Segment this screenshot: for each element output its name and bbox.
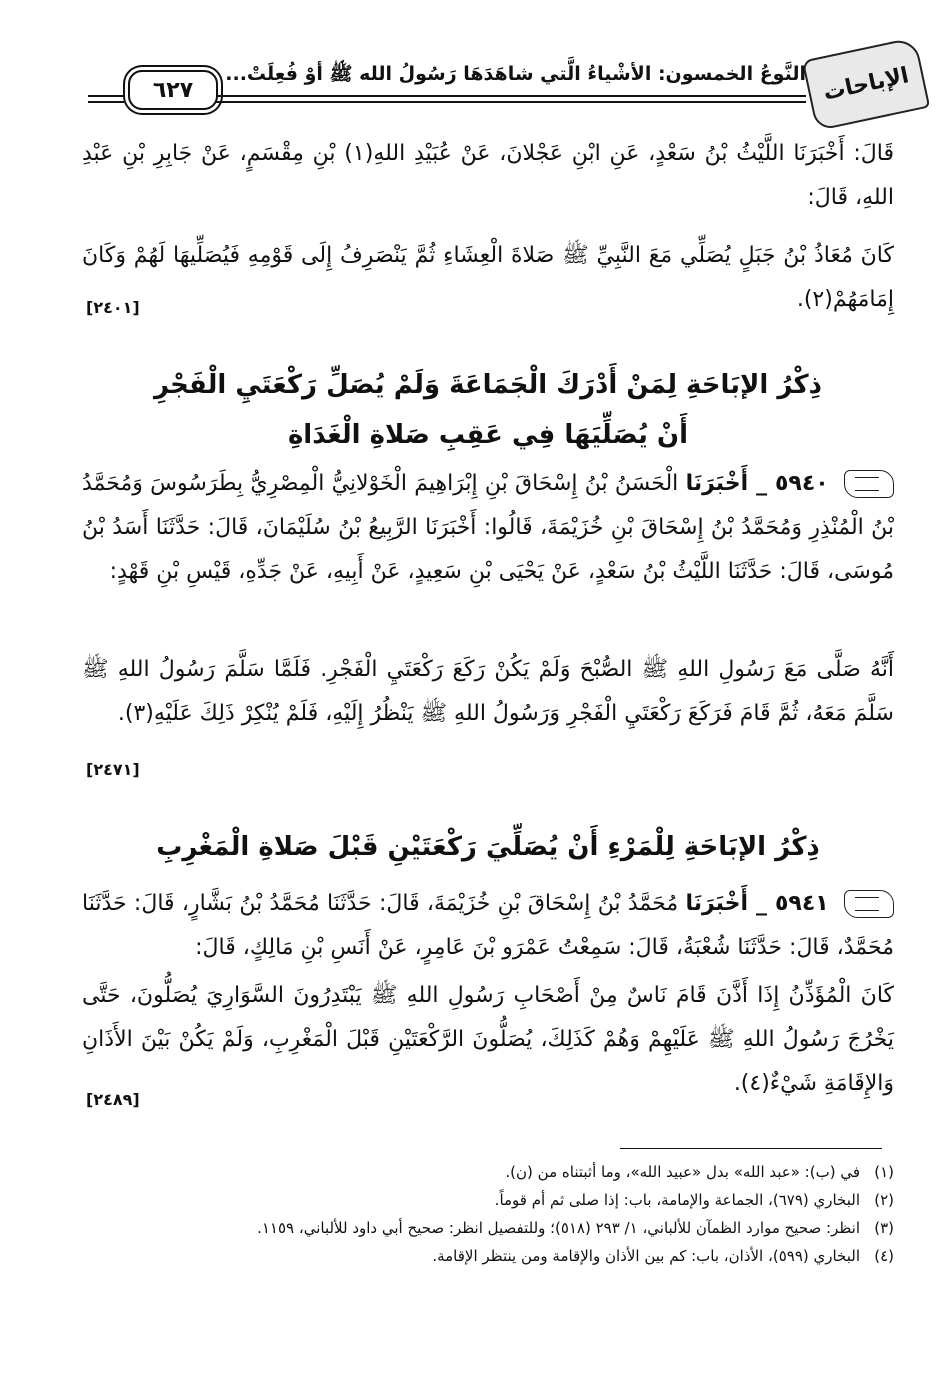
section-1 [82,132,894,220]
page-number: ٦٢٧ [128,70,218,110]
footnote: (١)في (ب): «عبد الله» بدل «عبيد الله»، وما أثبتناه من (ن). [505,1163,894,1181]
section-heading-1 [82,360,894,460]
header-rule [88,95,124,97]
page-header [88,48,924,124]
footnotes [82,1158,894,1270]
hadith-number: ٥٩٤١ _ أَخْبَرَنَا [685,891,829,916]
heading-line: ذِكْرُ الإبَاحَةِ لِمَنْ أَدْرَكَ الْجَمَاعَةَ وَلَمْ يُصَلِّ رَكْعَتَيِ الْفَجْرِ [153,370,822,400]
hadith-5940 [82,462,894,594]
footnote: (٣)انظر: صحيح موارد الظمآن للألباني، ١/ ٢٩٣ (٥١٨)؛ وللتفصيل انظر: صحيح أبي داود للألباني، ١١٥٩. [257,1219,894,1237]
footnote-separator [620,1148,882,1149]
narration-chain: مُحَمَّدُ بْنُ إِسْحَاقَ بْنِ خُزَيْمَةَ، قَالَ: حَدَّثَنَا مُحَمَّدُ بْنُ بَشَّارٍ، قَالَ: حَدَّثَنَا مُحَمَّدٌ، قَالَ: حَدَّثَنَا شُعْبَةُ، قَالَ: سَمِعْتُ عَمْرَو بْنَ عَامِرٍ، عَنْ أَنَسِ بْنِ مَالِكٍ، قَالَ: [82,891,894,960]
header-rule [88,101,124,103]
hadith-text-1 [82,234,894,322]
narration-chain: الْحَسَنُ بْنُ إِسْحَاقَ بْنِ إِبْرَاهِيمَ الْخَوْلانِيُّ الْمِصْرِيُّ بِطَرَسُوسَ وَمُحَمَّدُ بْنُ الْمُنْذِرِ وَمُحَمَّدُ بْنُ إِسْحَاقَ بْنِ خُزَيْمَةَ، قَالُوا: أَخْبَرَنَا الرَّبِيعُ بْنُ سُلَيْمَانَ، قَالَ: حَدَّثَنَا أَسَدُ بْنُ مُوسَى، قَالَ: حَدَّثَنَا اللَّيْثُ بْنُ سَعْدٍ، عَنْ يَحْيَى بْنِ سَعِيدٍ، عَنْ أَبِيهِ، عَنْ جَدِّهِ، قَيْسِ بْنِ قَهْدٍ: [82,471,894,584]
hadith-text: أَنَّهُ صَلَّى مَعَ رَسُولِ اللهِ ﷺ الصُّبْحَ وَلَمْ يَكُنْ رَكَعَ رَكْعَتَيِ الْفَجْرِ. فَلَمَّا سَلَّمَ رَسُولُ اللهِ ﷺ سَلَّمَ مَعَهُ، ثُمَّ قَامَ فَرَكَعَ رَكْعَتَيِ الْفَجْرِ وَرَسُولُ اللهِ ﷺ يَنْظُرُ إِلَيْهِ، فَلَمْ يُنْكِرْ ذَلِكَ عَلَيْهِ(٣). [82,657,894,726]
hadith-text-5941 [82,974,894,1106]
hadith-text: كَانَ مُعَاذُ بْنُ جَبَلٍ يُصَلِّي مَعَ النَّبِيِّ ﷺ صَلاةَ الْعِشَاءِ ثُمَّ يَنْصَرِفُ إِلَى قَوْمِهِ فَيُصَلِّيهَا لَهُمْ وَكَانَ إِمَامَهُمْ(٢). [82,243,894,312]
hadith-5941 [82,882,894,970]
hadith-text: كَانَ الْمُؤَذِّنُ إِذَا أَذَّنَ قَامَ نَاسٌ مِنْ أَصْحَابِ رَسُولِ اللهِ ﷺ يَبْتَدِرُونَ السَّوَارِيَ يُصَلُّونَ، حَتَّى يَخْرُجَ رَسُولُ اللهِ ﷺ عَلَيْهِمْ وَهُمْ كَذَلِكَ، يُصَلُّونَ الرَّكْعَتَيْنِ قَبْلَ الْمَغْرِبِ، وَلَمْ يَكُنْ بَيْنَ الأَذَانِ وَالإِقَامَةِ شَيْءٌ(٤). [82,983,894,1096]
footnote: (٢)البخاري (٦٧٩)، الجماعة والإمامة، باب: إذا صلى ثم أم قوماً. [494,1191,894,1209]
running-title: النَّوعُ الخمسون: الأشْياءُ الَّتي شاهَدَهَا رَسُولُ الله ﷺ أوْ فُعِلَتْ... [225,63,806,85]
header-rule [216,101,806,103]
heading-line: ذِكْرُ الإبَاحَةِ لِلْمَرْءِ أَنْ يُصَلِّيَ رَكْعَتَيْنِ قَبْلَ صَلاةِ الْمَغْرِبِ [156,832,820,862]
reference-number: [٢٤٠١] [86,298,140,317]
hadith-text-5940 [82,648,894,736]
section-heading-2 [82,822,894,872]
header-rule [216,95,806,97]
heading-line: أَنْ يُصَلِّيَهَا فِي عَقِبِ صَلاةِ الْغَدَاةِ [287,420,689,450]
hadith-number: ٥٩٤٠ _ أَخْبَرَنَا [685,471,829,496]
hadith-marker-icon [844,470,894,498]
chapter-badge: الإباحات [802,37,930,132]
footnote: (٤)البخاري (٥٩٩)، الأذان، باب: كم بين الأذان والإقامة ومن ينتظر الإقامة. [432,1247,894,1265]
narration-chain: قَالَ: أَخْبَرَنَا اللَّيْثُ بْنُ سَعْدٍ، عَنِ ابْنِ عَجْلانَ، عَنْ عُبَيْدِ اللهِ(١) بْنِ مِقْسَمٍ، عَنْ جَابِرِ بْنِ عَبْدِ اللهِ، قَالَ: [82,141,895,210]
hadith-marker-icon [844,890,894,918]
reference-number: [٢٤٨٩] [86,1090,140,1109]
reference-number: [٢٤٧١] [86,760,140,779]
